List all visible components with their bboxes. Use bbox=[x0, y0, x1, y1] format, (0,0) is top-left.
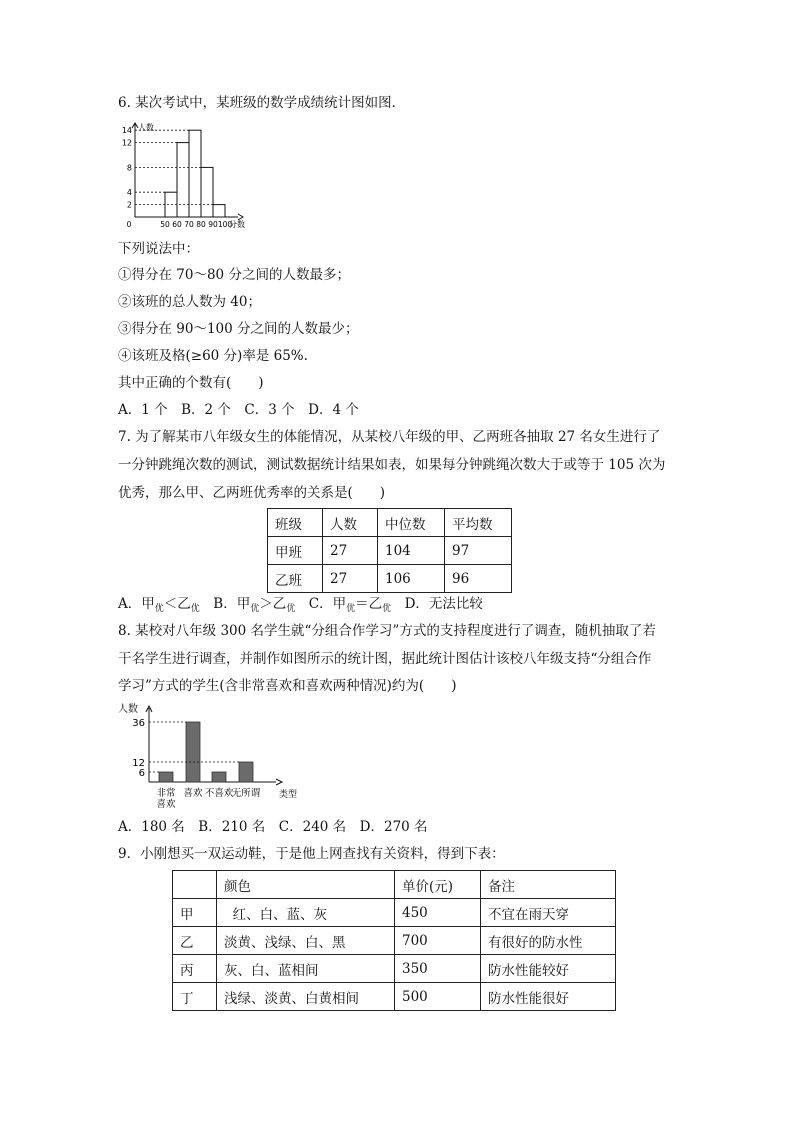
x-tick-label: 50 bbox=[160, 220, 170, 228]
table-cell: 350 bbox=[395, 955, 481, 983]
category-label: 不喜欢 bbox=[204, 788, 234, 799]
y-tick-label: 12 bbox=[132, 758, 145, 769]
table-cell: 甲班 bbox=[268, 537, 323, 565]
y-tick-label: 2 bbox=[126, 200, 132, 210]
q9-stem: 9．小刚想买一双运动鞋，于是他上网查找有关资料，得到下表： bbox=[118, 846, 505, 862]
bar-4 bbox=[239, 762, 253, 782]
y-tick-label: 36 bbox=[132, 718, 145, 729]
table-row bbox=[173, 983, 616, 1011]
table-cell: 乙 bbox=[173, 927, 217, 955]
q7-table bbox=[267, 508, 512, 593]
bar-2 bbox=[186, 722, 200, 782]
x-tick-label: 80 bbox=[196, 220, 206, 228]
table-cell: 丁 bbox=[173, 983, 217, 1011]
table-cell: 97 bbox=[445, 537, 512, 565]
q8-stem-line-2: 干名学生进行调查，并制作如图所示的统计图，据此统计图估计该校八年级支持“分组合作 bbox=[118, 651, 652, 667]
table-header-row bbox=[173, 871, 616, 899]
q6-options: A．1 个 B．2 个 C．3 个 D．4 个 bbox=[118, 402, 359, 418]
q7-stem-line-3: 优秀，那么甲、乙两班优秀率的关系是( ) bbox=[118, 485, 386, 501]
bar-3 bbox=[212, 772, 226, 782]
option-a-rest: ＜乙 bbox=[163, 596, 191, 612]
q8-stem-line-3: 学习”方式的学生(含非常喜欢和喜欢两种情况)约为( ) bbox=[118, 678, 457, 694]
subscript: 优 bbox=[154, 604, 164, 614]
table-header-row bbox=[268, 509, 512, 537]
table-cell: 人数 bbox=[323, 509, 378, 537]
q6-statement-2: ②该班的总人数为 40； bbox=[118, 294, 261, 310]
q8-options: A．180 名 B．210 名 C．240 名 D．270 名 bbox=[118, 819, 428, 835]
y-tick-label: 12 bbox=[121, 138, 132, 148]
table-cell: 有很好的防水性 bbox=[481, 927, 616, 955]
x-axis-label: 分数 bbox=[229, 220, 245, 228]
option-b-rest: ＞乙 bbox=[259, 596, 287, 612]
q7-stem-line-2: 一分钟跳绳次数的测试，测试数据统计结果如表，如果每分钟跳绳次数大于或等于 105 次为 bbox=[118, 457, 666, 473]
x-axis-label: 类型 bbox=[279, 790, 298, 800]
subscript: 优 bbox=[250, 604, 260, 614]
table-cell: 乙班 bbox=[268, 565, 323, 593]
subscript: 优 bbox=[346, 604, 356, 614]
table-row bbox=[173, 955, 616, 983]
y-tick-label: 4 bbox=[126, 188, 132, 198]
option-c-rest: ＝乙 bbox=[355, 596, 383, 612]
q6-intro: 下列说法中： bbox=[118, 241, 199, 257]
q7-stem-line-1: 7. 为了解某市八年级女生的体能情况，从某校八年级的甲、乙两班各抽取 27 名女生进行了 bbox=[118, 429, 661, 445]
bar-1 bbox=[159, 772, 173, 782]
table-cell: 班级 bbox=[268, 509, 323, 537]
table-cell: 颜色 bbox=[217, 871, 395, 899]
category-label: 非常 bbox=[156, 788, 176, 799]
table-cell bbox=[173, 871, 217, 899]
x-axis-arrow bbox=[276, 779, 282, 785]
table-row bbox=[268, 565, 512, 593]
histogram-chart bbox=[116, 120, 256, 228]
table-cell: 96 bbox=[445, 565, 512, 593]
table-row bbox=[173, 899, 616, 927]
table-cell: 700 bbox=[395, 927, 481, 955]
q8-stem-line-1: 8. 某校对八年级 300 名学生就“分组合作学习”方式的支持程度进行了调查，随机抽取了若 bbox=[118, 623, 656, 639]
histogram-bar bbox=[201, 167, 213, 217]
table-cell: 灰、白、蓝相间 bbox=[217, 955, 395, 983]
table-cell: 丙 bbox=[173, 955, 217, 983]
table-cell: 中位数 bbox=[378, 509, 445, 537]
x-tick-label: 90 bbox=[208, 220, 218, 228]
histogram-bar bbox=[177, 143, 189, 217]
histogram-bar bbox=[213, 205, 225, 217]
q6-question: 其中正确的个数有( ) bbox=[118, 375, 264, 391]
x-tick-label: 70 bbox=[184, 220, 194, 228]
table-cell: 不宜在雨天穿 bbox=[481, 899, 616, 927]
category-label-line2: 喜欢 bbox=[156, 799, 176, 810]
y-tick-label: 14 bbox=[121, 126, 132, 136]
x-tick-label: 0 bbox=[126, 220, 132, 228]
table-cell: 27 bbox=[323, 537, 378, 565]
bar-chart bbox=[116, 700, 316, 812]
table-row bbox=[173, 927, 616, 955]
option-a: A．甲 bbox=[118, 596, 155, 612]
option-d: D．无法比较 bbox=[404, 596, 483, 612]
q9-table bbox=[172, 870, 616, 1011]
table-cell: 27 bbox=[323, 565, 378, 593]
x-tick-label: 100 bbox=[217, 220, 233, 228]
y-tick-label: 8 bbox=[126, 163, 132, 173]
category-label: 无所谓 bbox=[231, 788, 261, 799]
y-axis-label: 人数 bbox=[118, 704, 138, 715]
table-cell: 防水性能很好 bbox=[481, 983, 616, 1011]
subscript: 优 bbox=[382, 604, 392, 614]
table-cell: 106 bbox=[378, 565, 445, 593]
table-cell: 104 bbox=[378, 537, 445, 565]
option-b: B．甲 bbox=[213, 596, 251, 612]
table-cell: 防水性能较好 bbox=[481, 955, 616, 983]
table-row bbox=[268, 537, 512, 565]
table-cell: 500 bbox=[395, 983, 481, 1011]
subscript: 优 bbox=[286, 604, 296, 614]
table-cell: 甲 bbox=[173, 899, 217, 927]
table-cell: 单价(元) bbox=[395, 871, 481, 899]
option-c: C．甲 bbox=[308, 596, 347, 612]
histogram-bar bbox=[189, 130, 201, 217]
q6-stem: 6. 某次考试中，某班级的数学成绩统计图如图． bbox=[118, 95, 406, 111]
table-cell: 浅绿、淡黄、白黄相间 bbox=[217, 983, 395, 1011]
y-tick-label: 6 bbox=[138, 768, 145, 779]
x-tick-label: 60 bbox=[172, 220, 182, 228]
q6-statement-4: ④该班及格(≥60 分)率是 65%. bbox=[118, 348, 308, 364]
q6-statement-1: ①得分在 70～80 分之间的人数最多； bbox=[118, 267, 350, 283]
y-axis-label: 人数 bbox=[138, 123, 154, 132]
table-cell: 红、白、蓝、灰 bbox=[217, 899, 395, 927]
table-cell: 450 bbox=[395, 899, 481, 927]
subscript: 优 bbox=[190, 604, 200, 614]
table-cell: 平均数 bbox=[445, 509, 512, 537]
q7-options bbox=[118, 595, 483, 618]
q6-statement-3: ③得分在 90～100 分之间的人数最少； bbox=[118, 321, 359, 337]
table-cell: 淡黄、浅绿、白、黑 bbox=[217, 927, 395, 955]
category-label: 喜欢 bbox=[183, 788, 203, 799]
table-cell: 备注 bbox=[481, 871, 616, 899]
